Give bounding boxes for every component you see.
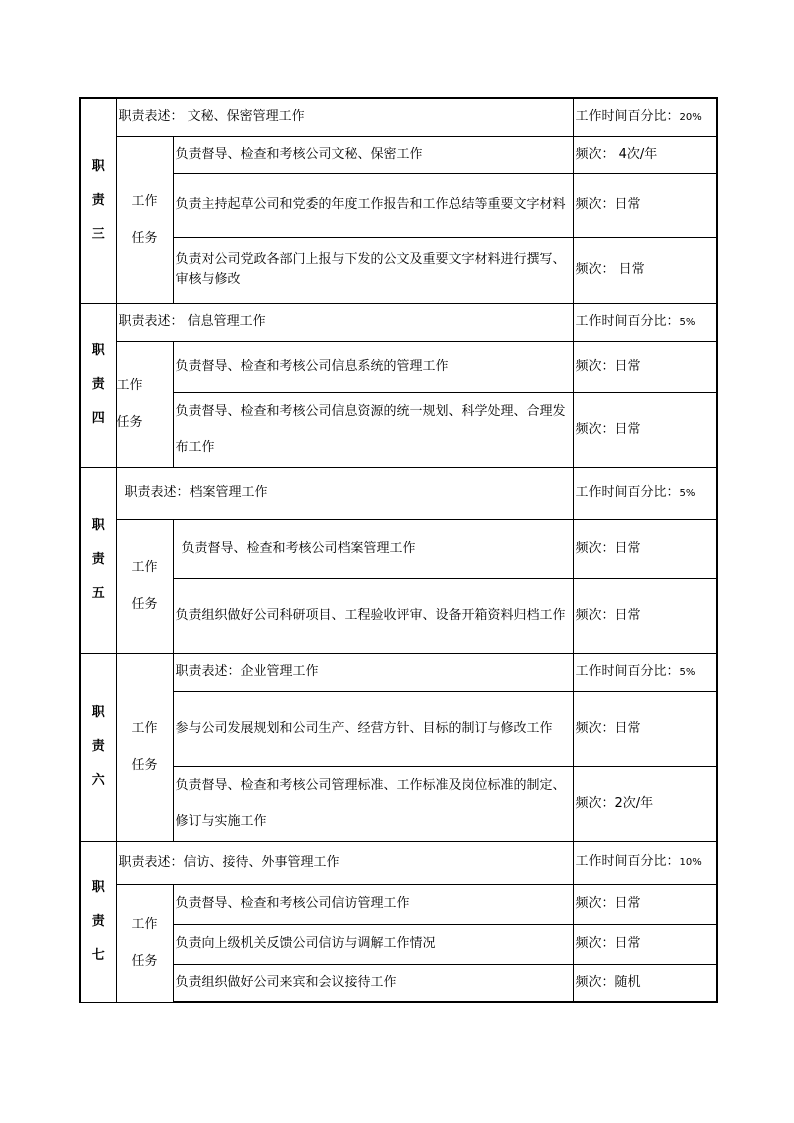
duty-5-summary: 职责表述：档案管理工作 [116, 467, 573, 519]
duty-3-task-row [80, 237, 717, 303]
duty-7-summary-row [80, 841, 717, 884]
duty-5-task-2-freq: 频次：日常 [573, 578, 717, 653]
duty-6-task-2-freq: 频次：2次/年 [573, 766, 717, 841]
duty-3-task-3: 负责对公司党政各部门上报与下发的公文及重要文字材料进行撰写、审核与修改 [173, 237, 573, 303]
duty-3-task-3-freq: 频次： 日常 [573, 237, 717, 303]
duty-3-time-pct: 工作时间百分比：20% [573, 98, 717, 136]
duty-6-task-label: 工作 任务 [116, 653, 173, 841]
duty-4-summary-row [80, 303, 717, 341]
duty-3-task-2: 负责主持起草公司和党委的年度工作报告和工作总结等重要文字材料 [173, 173, 573, 237]
duty-3-task-1: 负责督导、检查和考核公司文秘、保密工作 [173, 136, 573, 173]
duty-6-label: 职 责 六 [80, 653, 116, 841]
duty-6-task-2: 负责督导、检查和考核公司管理标准、工作标准及岗位标准的制定、修订与实施工作 [173, 766, 573, 841]
duty-4-task-label: 工作 任务 [116, 341, 173, 467]
duty-4-task-2: 负责督导、检查和考核公司信息资源的统一规划、科学处理、合理发布工作 [173, 392, 573, 467]
duty-3-summary-row [80, 98, 717, 136]
duty-6-task-row [80, 766, 717, 841]
duty-7-task-label: 工作 任务 [116, 884, 173, 1002]
duty-4-time-pct: 工作时间百分比：5% [573, 303, 717, 341]
duty-7-task-2-freq: 频次：日常 [573, 924, 717, 964]
duty-4-task-1-freq: 频次：日常 [573, 341, 717, 392]
duty-6-summary-row [80, 653, 717, 691]
duty-5-task-2: 负责组织做好公司科研项目、工程验收评审、设备开箱资料归档工作 [173, 578, 573, 653]
duty-7-label: 职 责 七 [80, 841, 116, 1002]
duty-7-task-3: 负责组织做好公司来宾和会议接待工作 [173, 964, 573, 1002]
duty-4-summary: 职责表述： 信息管理工作 [116, 303, 573, 341]
duty-5-label: 职 责 五 [80, 467, 116, 653]
duty-3-label: 职 责 三 [80, 98, 116, 303]
duty-6-task-1-freq: 频次：日常 [573, 691, 717, 766]
duty-3-summary: 职责表述： 文秘、保密管理工作 [116, 98, 573, 136]
duty-7-task-1: 负责督导、检查和考核公司信访管理工作 [173, 884, 573, 924]
duty-3-task-2-freq: 频次：日常 [573, 173, 717, 237]
duty-6-task-1: 参与公司发展规划和公司生产、经营方针、目标的制订与修改工作 [173, 691, 573, 766]
duty-4-task-row [80, 392, 717, 467]
duty-5-task-1-freq: 频次：日常 [573, 519, 717, 578]
duty-6-task-row [80, 691, 717, 766]
duty-7-task-1-freq: 频次：日常 [573, 884, 717, 924]
duty-7-task-2: 负责向上级机关反馈公司信访与调解工作情况 [173, 924, 573, 964]
duty-5-summary-row [80, 467, 717, 519]
duty-6-time-pct: 工作时间百分比：5% [573, 653, 717, 691]
duty-7-task-row [80, 924, 717, 964]
duty-5-time-pct: 工作时间百分比：5% [573, 467, 717, 519]
duty-3-task-1-freq: 频次： 4次/年 [573, 136, 717, 173]
duty-7-task-row [80, 964, 717, 1002]
duty-7-task-row [80, 884, 717, 924]
duty-table [79, 97, 718, 1003]
duty-7-summary: 职责表述：信访、接待、外事管理工作 [116, 841, 573, 884]
duty-7-task-3-freq: 频次：随机 [573, 964, 717, 1002]
duty-5-task-1: 负责督导、检查和考核公司档案管理工作 [173, 519, 573, 578]
duty-3-task-row [80, 136, 717, 173]
duty-6-summary: 职责表述：企业管理工作 [173, 653, 573, 691]
duty-3-task-row [80, 173, 717, 237]
duty-7-time-pct: 工作时间百分比：10% [573, 841, 717, 884]
duty-5-task-row [80, 519, 717, 578]
duty-4-task-1: 负责督导、检查和考核公司信息系统的管理工作 [173, 341, 573, 392]
duty-5-task-label: 工作 任务 [116, 519, 173, 653]
duty-3-task-label: 工作 任务 [116, 136, 173, 303]
duty-4-label: 职 责 四 [80, 303, 116, 467]
duty-5-task-row [80, 578, 717, 653]
duty-4-task-row [80, 341, 717, 392]
duty-4-task-2-freq: 频次：日常 [573, 392, 717, 467]
